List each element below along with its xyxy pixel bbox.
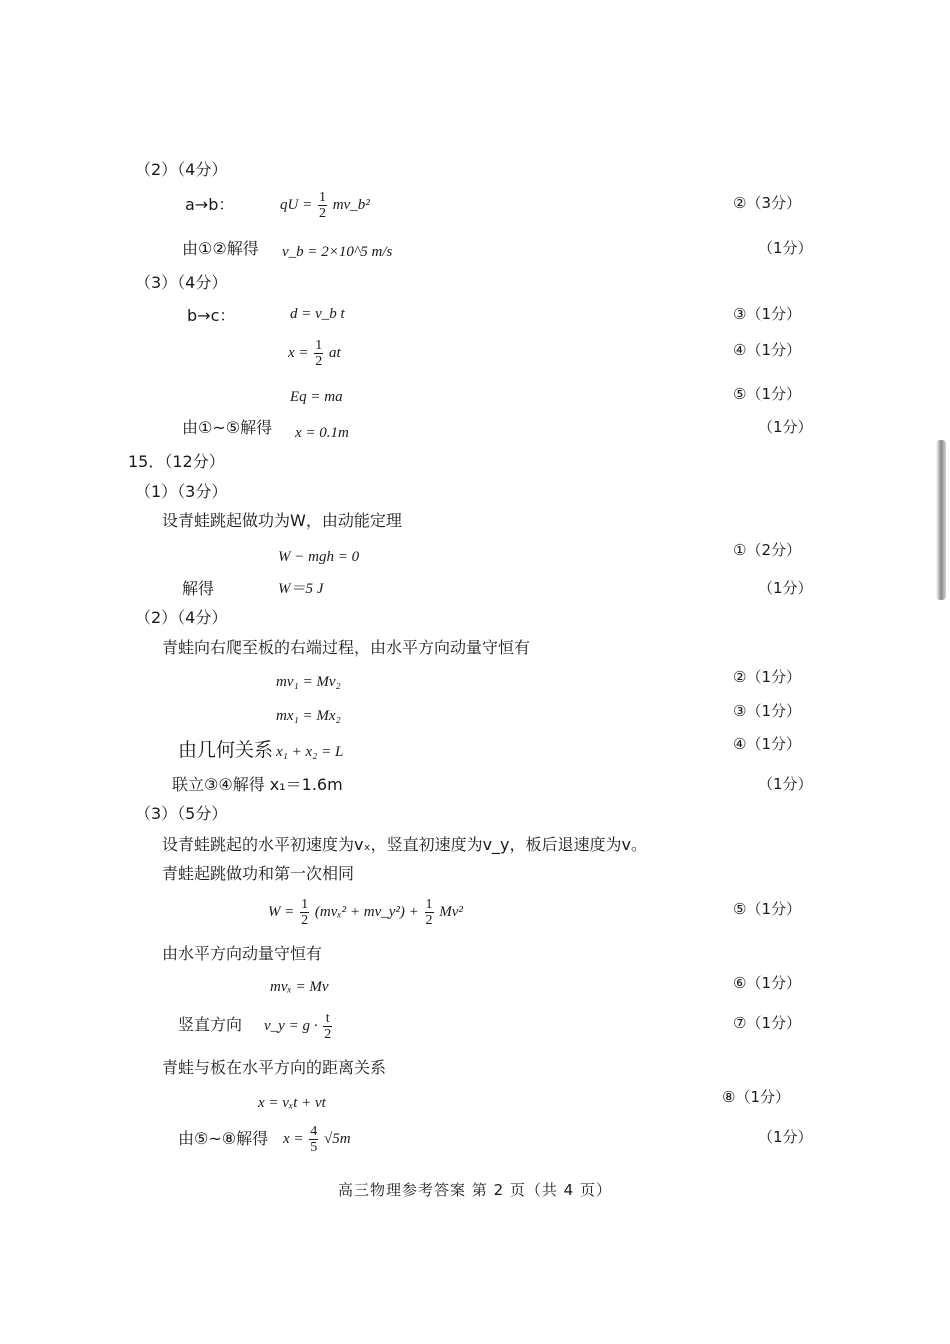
score-marker: ⑥（1分） <box>733 974 801 992</box>
formula-work-num-1: 1 <box>301 897 309 912</box>
text-line: 联立③④解得 x₁＝1.6m <box>172 775 343 794</box>
text-line: Eq = ma <box>290 389 343 405</box>
score-marker: ⑤（1分） <box>733 900 801 918</box>
text-line: （3）（5分） <box>135 804 228 823</box>
formula-work-den-1: 2 <box>301 913 309 928</box>
formula-vy-fraction <box>323 1011 332 1042</box>
formula-x-final-fraction <box>309 1124 318 1155</box>
text-line: 青蛙起跳做功和第一次相同 <box>162 864 355 883</box>
formula-x-final <box>283 1124 351 1155</box>
score-marker: （1分） <box>758 1128 813 1146</box>
formula-work <box>268 897 463 928</box>
formula-x-at-lhs: x = <box>288 344 309 361</box>
formula-qU-fraction <box>318 190 327 221</box>
text-line: （2）（4分） <box>135 608 228 627</box>
formula-x-at-num: 1 <box>315 338 323 353</box>
text-line: 由①~⑤解得 <box>182 418 273 437</box>
text-line: 青蛙向右爬至板的右端过程，由水平方向动量守恒有 <box>162 638 531 657</box>
text-line: 竖直方向 <box>178 1015 243 1034</box>
score-marker: ①（2分） <box>733 541 801 559</box>
formula-qU-rhs: mv_b² <box>332 196 370 213</box>
score-marker: ③（1分） <box>733 305 801 323</box>
formula-vy-den: 2 <box>324 1027 332 1042</box>
text-line: v_b = 2×10^5 m/s <box>282 244 393 260</box>
formula-work-rhs: Mv² <box>439 903 463 920</box>
text-line: 15．（12分） <box>128 452 225 471</box>
text-line: 设青蛙跳起做功为W，由动能定理 <box>162 511 402 530</box>
text-line: a→b： <box>185 195 235 214</box>
score-marker: ⑤（1分） <box>733 385 801 403</box>
formula-qU-den: 2 <box>318 206 326 221</box>
formula-x-at-rhs: at <box>329 344 341 361</box>
formula-qU-num: 1 <box>318 190 326 205</box>
text-line: x = 0.1m <box>295 425 349 441</box>
formula-work-fraction-1 <box>300 897 309 928</box>
formula-vy <box>264 1011 334 1042</box>
formula-x-final-den: 5 <box>310 1140 318 1155</box>
score-marker: （1分） <box>758 579 813 597</box>
text-line: （3）（4分） <box>135 273 228 292</box>
text-line: mv₁ = Mv₂ <box>276 674 341 690</box>
score-marker: （1分） <box>758 418 813 436</box>
formula-work-fraction-2 <box>425 897 434 928</box>
scan-edge-shadow <box>936 440 946 600</box>
formula-vy-lhs: v_y = g · <box>264 1017 318 1034</box>
text-line: （2）（4分） <box>135 160 228 179</box>
score-marker: ③（1分） <box>733 702 801 720</box>
page-footer: 高三物理参考答案 第 2 页（共 4 页） <box>338 1181 612 1199</box>
formula-x-at <box>288 338 341 369</box>
formula-work-mid: (mvₓ² + mv_y²) + <box>314 903 419 920</box>
score-marker: ②（1分） <box>733 668 801 686</box>
text-line: x = vₓt + vt <box>258 1095 326 1111</box>
text-line: mvₓ = Mv <box>270 979 329 995</box>
text-line: 由⑤~⑧解得 <box>178 1129 269 1148</box>
text-line: W＝5 J <box>278 581 324 597</box>
text-line: d = v_b t <box>290 306 345 322</box>
score-marker: ②（3分） <box>733 194 801 212</box>
formula-x-final-lhs: x = <box>283 1130 304 1147</box>
score-marker: ⑦（1分） <box>733 1014 801 1032</box>
text-line: 设青蛙跳起的水平初速度为vₓ，竖直初速度为v_y，板后退速度为v。 <box>162 835 647 854</box>
formula-vy-num: t <box>325 1011 330 1026</box>
formula-work-lhs: W = <box>268 903 295 920</box>
score-marker: ⑧（1分） <box>722 1088 790 1106</box>
text-line: W − mgh = 0 <box>278 549 360 565</box>
formula-x-final-num: 4 <box>310 1124 318 1139</box>
score-marker: （1分） <box>758 775 813 793</box>
formula-work-num-2: 1 <box>425 897 433 912</box>
score-marker: （1分） <box>758 239 813 257</box>
formula-x-at-den: 2 <box>315 354 323 369</box>
formula-x-at-fraction <box>314 338 323 369</box>
text-line: x₁ + x₂ = L <box>276 744 344 760</box>
formula-qU <box>280 190 370 221</box>
text-line: 由几何关系 <box>178 739 274 761</box>
text-line: b→c： <box>187 306 236 325</box>
score-marker: ④（1分） <box>733 735 801 753</box>
score-marker: ④（1分） <box>733 341 801 359</box>
text-line: 由①②解得 <box>182 239 259 258</box>
text-line: mx₁ = Mx₂ <box>276 708 341 724</box>
formula-x-final-rhs: √5m <box>324 1130 351 1147</box>
formula-work-den-2: 2 <box>425 913 433 928</box>
text-line: （1）（3分） <box>135 482 228 501</box>
text-line: 由水平方向动量守恒有 <box>162 944 323 963</box>
formula-qU-lhs: qU = <box>280 196 313 213</box>
text-line: 青蛙与板在水平方向的距离关系 <box>162 1058 387 1077</box>
text-line: 解得 <box>182 579 215 598</box>
